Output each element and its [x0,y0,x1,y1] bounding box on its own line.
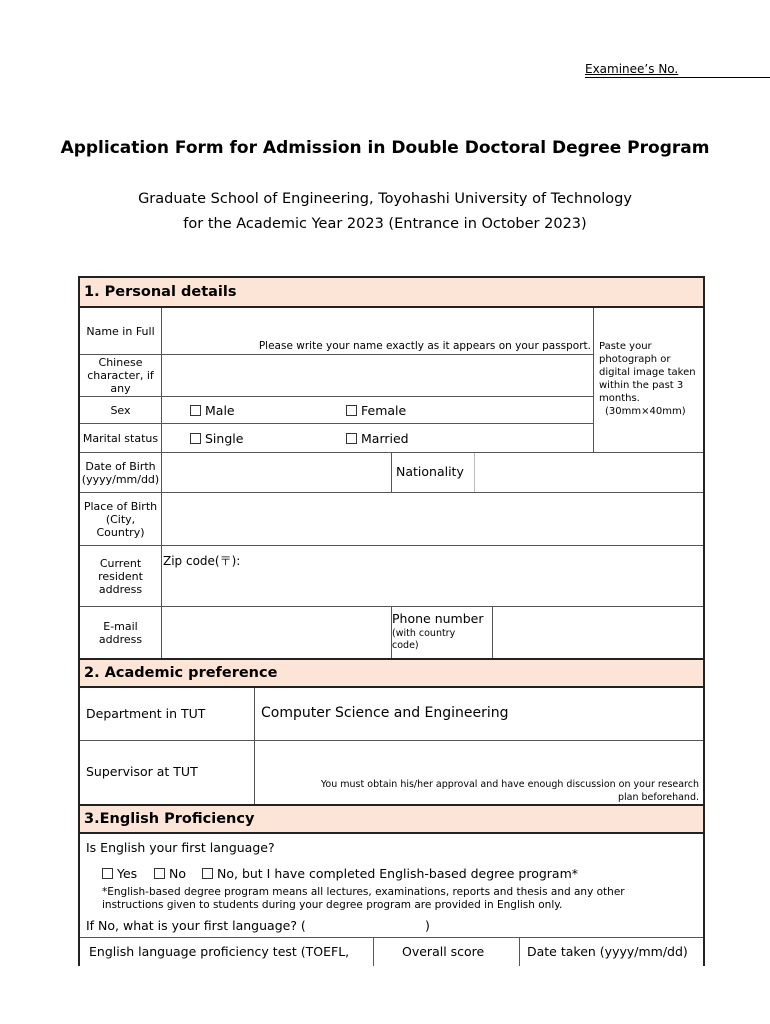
english-no-option[interactable] [154,866,186,881]
marital-single-option[interactable] [190,431,243,446]
date-taken-label: Date taken (yyyy/mm/dd) [527,944,688,959]
male-label: Male [205,403,235,418]
marital-married-option[interactable] [346,431,409,446]
divider [80,937,703,938]
address-label: Current resident address [98,556,143,596]
checkbox-no-but[interactable] [202,868,213,879]
checkbox-yes[interactable] [102,868,113,879]
photo-area[interactable] [599,340,699,418]
sex-male-option[interactable] [190,403,235,418]
phone-field[interactable] [493,607,703,658]
first-language-question[interactable]: If No, what is your first language? ( ) [86,918,430,933]
score-label: Overall score [402,944,485,959]
name-label: Name in Full [86,324,155,338]
divider [254,688,255,740]
dept-label: Department in TUT [86,706,206,721]
female-label: Female [361,403,407,418]
chinese-label: Chinese character, if any [87,356,154,395]
supervisor-note-line1: You must obtain his/her approval and have enough discussion on your research [320,779,699,790]
subtitle-school: Graduate School of Engineering, Toyohashi University of Technology [138,191,632,207]
no-but-label: No, but I have completed English-based degree program* [217,866,579,881]
english-question: Is English your first language? [86,840,275,855]
dept-value[interactable]: Computer Science and Engineering [261,705,509,721]
dob-label: Date of Birth (yyyy/mm/dd) [81,459,160,486]
single-label: Single [205,431,244,446]
examinee-number [585,62,770,78]
married-label: Married [361,431,409,446]
phone-label-cell [392,611,492,652]
nationality-label: Nationality [396,464,464,479]
chinese-field[interactable] [162,355,593,396]
supervisor-note-line2: plan beforehand. [617,792,699,803]
english-footnote [102,886,625,912]
checkbox-married[interactable] [346,433,357,444]
dob-field[interactable] [162,453,391,492]
pob-field[interactable] [162,493,703,545]
examinee-label: Examinee’s No. [585,62,679,76]
english-nobut-option[interactable] [202,866,578,881]
checkbox-no[interactable] [154,868,165,879]
section-personal-heading: 1. Personal details [80,278,703,306]
page-title: Application Form for Admission in Double Doctoral Degree Program [60,138,710,158]
checkbox-male[interactable] [190,405,201,416]
sex-female-option[interactable] [346,403,406,418]
no-label: No [169,866,186,881]
phone-label: Phone number [392,611,484,626]
supervisor-label: Supervisor at TUT [86,764,198,779]
divider [80,686,703,688]
subtitle-year: for the Academic Year 2023 (Entrance in October 2023) [183,216,587,232]
section-academic-heading: 2. Academic preference [80,660,703,686]
nationality-field[interactable] [475,453,703,492]
name-note: Please write your name exactly as it appears on your passport. [258,340,591,352]
sex-label: Sex [110,403,131,417]
divider [373,938,374,966]
divider [80,832,703,834]
address-field[interactable] [162,546,703,606]
phone-note: (with country code) [392,628,456,651]
checkbox-female[interactable] [346,405,357,416]
marital-label: Marital status [82,431,159,445]
divider [391,453,392,492]
english-yes-option[interactable] [102,866,137,881]
photo-note: Paste your photograph or digital image taken within the past 3 months. [599,341,696,404]
email-field[interactable] [162,607,391,658]
photo-size: (30mm×40mm) [605,406,686,417]
checkbox-single[interactable] [190,433,201,444]
footnote-line1: *English-based degree program means all lectures, examinations, reports and thesis and any other [102,886,625,898]
divider [519,938,520,966]
footnote-line2: instructions given to students during your degree program are provided in English only. [102,899,563,911]
supervisor-field[interactable] [255,741,703,804]
supervisor-note [321,778,699,804]
test-label: English language proficiency test (TOEFL, [89,944,350,959]
pob-label: Place of Birth (City, Country) [83,499,158,539]
yes-label: Yes [117,866,138,881]
zip-label: Zip code(〒): [163,554,241,568]
application-form [78,276,705,966]
divider [593,308,594,453]
email-label: E-mail address [98,619,143,646]
name-field[interactable] [162,308,593,354]
section-english-heading: 3.English Proficiency [80,806,703,832]
